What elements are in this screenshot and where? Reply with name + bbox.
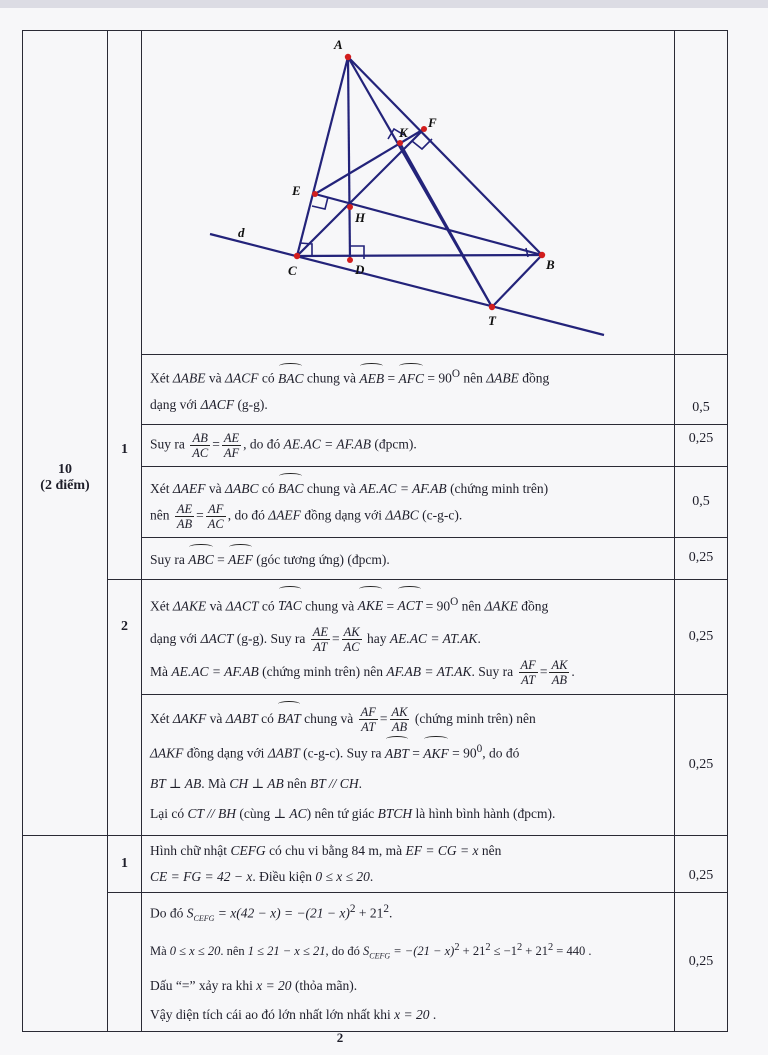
segment-AC <box>297 57 348 256</box>
question-points: (2 điểm) <box>40 477 90 493</box>
question-number: 10 <box>58 461 72 477</box>
part1-row2: Suy ra $\frac{AB}{AC}$ = $\frac{AE}{AF}$ , do đó AE.AC = AF.AB (đpcm). <box>142 424 675 466</box>
label-C: C <box>288 263 297 278</box>
label-D: D <box>355 262 365 277</box>
page-number: 2 <box>336 1030 344 1045</box>
point-E <box>312 191 318 197</box>
segment-CB <box>297 255 542 256</box>
right-angle-C <box>300 243 312 255</box>
label-E: E <box>292 183 301 198</box>
part2-index: 2 <box>121 619 128 635</box>
part1-row3: Xét ΔAEF và ΔABC có BAC chung và AE.AC = AF.AB (chứng minh trên) nên $\frac{AE}{AB}$ = $\frac{AF}{AC}$ , do đó ΔAEF đồng dạng với ΔABC (c-g-c). <box>142 466 675 537</box>
point-T <box>489 304 495 310</box>
part2-index-cell <box>108 579 142 835</box>
point-H <box>347 204 353 210</box>
point-D <box>347 257 353 263</box>
score-cell: 0,25 <box>675 835 728 892</box>
point-A <box>345 54 351 60</box>
label-T: T <box>488 313 496 328</box>
point-F <box>421 126 427 132</box>
segment-BT <box>492 255 542 307</box>
right-angle-D <box>350 246 364 259</box>
point-C <box>294 253 300 259</box>
part1-index: 1 <box>121 441 128 457</box>
question-number-cell <box>23 31 108 836</box>
segment-AD <box>348 57 350 260</box>
label-d: d <box>238 225 245 240</box>
part3-index-cell-2 <box>108 892 142 1031</box>
figure-cell <box>142 31 675 355</box>
figure-score-cell <box>675 31 728 355</box>
segment-KT <box>400 143 492 307</box>
part3-row1: Hình chữ nhật CEFG có chu vi bằng 84 m, mà EF = CG = x nên CE = FG = 42 − x. Điều kiện 0 ≤ x ≤ 20. <box>142 835 675 892</box>
label-F: F <box>428 115 437 130</box>
question-number-cell-2 <box>23 835 108 1031</box>
score-cell: 0,25 <box>675 424 728 466</box>
score-cell: 0,5 <box>675 466 728 537</box>
point-K <box>397 140 403 146</box>
score-cell: 0,25 <box>675 537 728 579</box>
right-angle-E <box>312 197 328 209</box>
angle-BAC: BAC <box>278 363 304 392</box>
score-cell: 0,25 <box>675 579 728 695</box>
label-K: K <box>399 125 408 140</box>
part1-row4: Suy ra ABC = AEF (góc tương ứng) (đpcm). <box>142 537 675 579</box>
solution-table <box>22 30 728 1032</box>
score-cell: 0,5 <box>675 355 728 425</box>
part3-index: 1 <box>121 855 128 871</box>
label-B: B <box>546 257 555 272</box>
geometry-figure <box>142 31 675 349</box>
part1-index-cell <box>108 31 142 580</box>
point-B <box>539 252 545 258</box>
part3-index-cell <box>108 835 142 892</box>
part3-row2: Do đó $S_{CEFG} = x(42 - x) = -(21 - x)^2 + 21^2$. Mà 0 ≤ x ≤ 20. nên 1 ≤ 21 − x ≤ 21, do đó $S_{CEFG} = -(21 - x)^2 + 21^2 \le -1^2 + 21^2 = 440$ . Dấu “=” xảy ra khi x = 20 (thỏa mãn). Vậy diện tích cái ao đó lớn nhất lớn nhất khi x = 20 . <box>142 892 675 1031</box>
score-cell: 0,25 <box>675 892 728 1031</box>
label-H: H <box>355 210 366 225</box>
part2-row1: Xét ΔAKE và ΔACT có TAC chung và AKE = ACT = $90^O$ nên ΔAKE đồng dạng với ΔACT (g-g). Suy ra $\frac{AE}{AT}$ = $\frac{AK}{AC}$ hay AE.AC = AT.AK. Mà AE.AC = AF.AB (chứng minh trên) nên AF.AB = AT.AK. Suy ra $\frac{AF}{AT}$ = $\frac{AK}{AB}$ . <box>142 579 675 695</box>
line-d <box>210 234 604 335</box>
label-A: A <box>334 37 343 52</box>
top-edge-bar <box>0 0 768 8</box>
score-cell: 0,25 <box>675 695 728 836</box>
part2-row2: Xét ΔAKF và ΔABT có BAT chung và $\frac{AF}{AT}$ = $\frac{AK}{AB}$ (chứng minh trên) nên ΔAKF đồng dạng với ΔABT (c-g-c). Suy ra ABT = AKF = $90^0$, do đó BT ⊥ AB. Mà CH ⊥ AB nên BT // CH. Lại có CT // BH (cùng ⊥ AC) nên tứ giác BTCH là hình bình hành (đpcm). <box>142 695 675 836</box>
part1-row1: Xét ΔABE và ΔACF có BAC chung và AEB = AFC = $90^O$ nên ΔABE đồng dạng với ΔACF (g-g). <box>142 355 675 425</box>
